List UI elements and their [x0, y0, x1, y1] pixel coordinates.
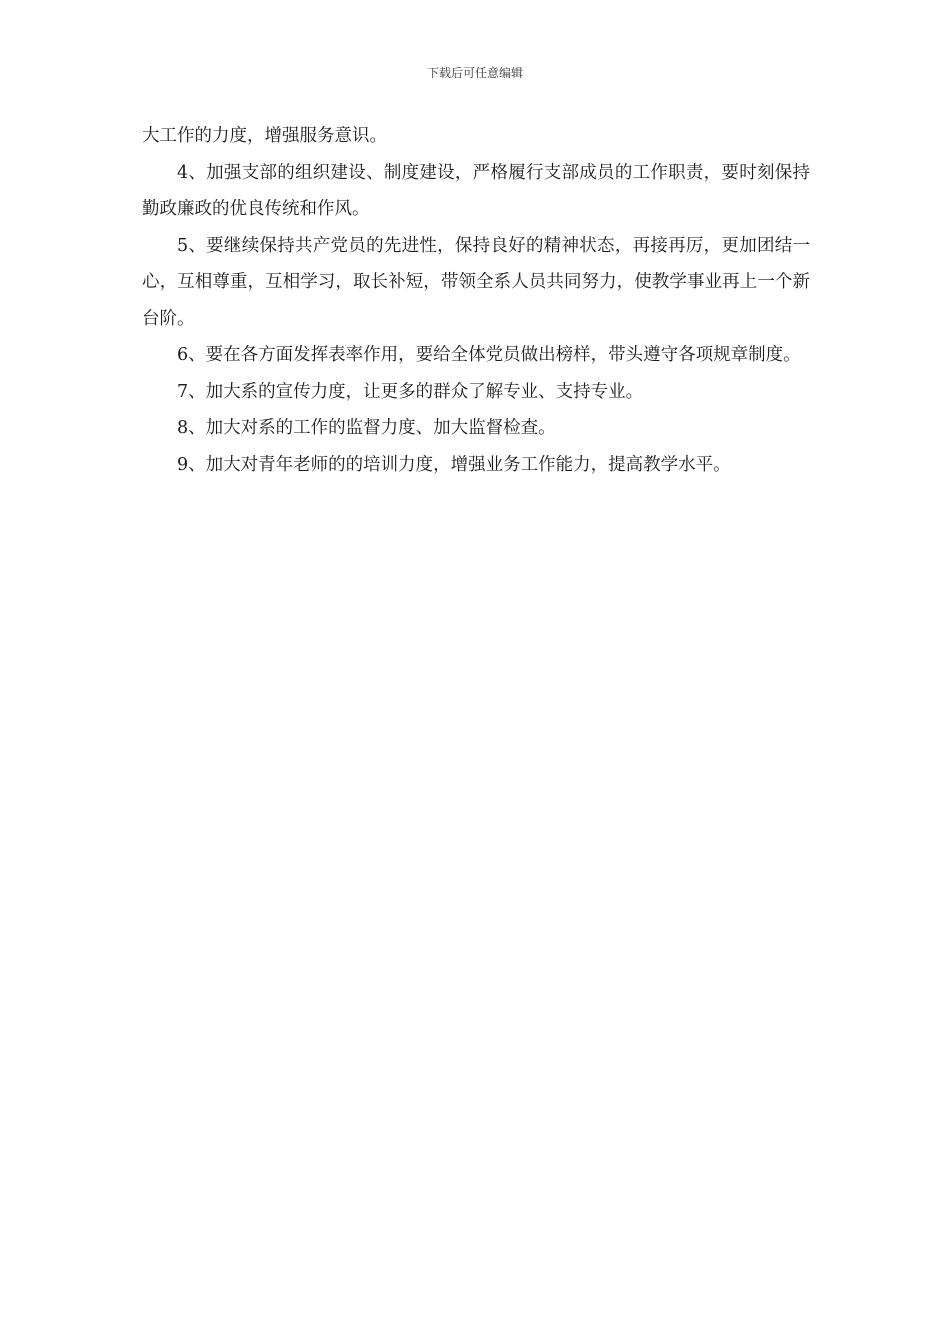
document-body [142, 118, 810, 483]
page-header: 下载后可任意编辑 [426, 66, 523, 80]
paragraph-item-6: 6、要在各方面发挥表率作用，要给全体党员做出榜样，带头遵守各项规章制度。 [177, 345, 801, 365]
paragraph-item-4: 4、加强支部的组织建设、制度建设，严格履行支部成员的工作职责，要时刻保持勤政廉政的优良传统和作风。 [142, 162, 810, 219]
paragraph-item-7: 7、加大系的宣传力度，让更多的群众了解专业、支持专业。 [177, 381, 644, 402]
paragraph-item-5: 5、要继续保持共产党员的先进性，保持良好的精神状态，再接再厉，更加团结一心，互相尊重，互相学习，取长补短，带领全系人员共同努力，使教学事业再上一个新台阶。 [142, 235, 810, 329]
paragraph-item-8: 8、加大对系的工作的监督力度、加大监督检查。 [177, 418, 556, 438]
paragraph-item-9: 9、加大对青年老师的的培训力度，增强业务工作能力，提高教学水平。 [177, 454, 731, 475]
paragraph-continuation: 大工作的力度，增强服务意识。 [142, 126, 387, 146]
